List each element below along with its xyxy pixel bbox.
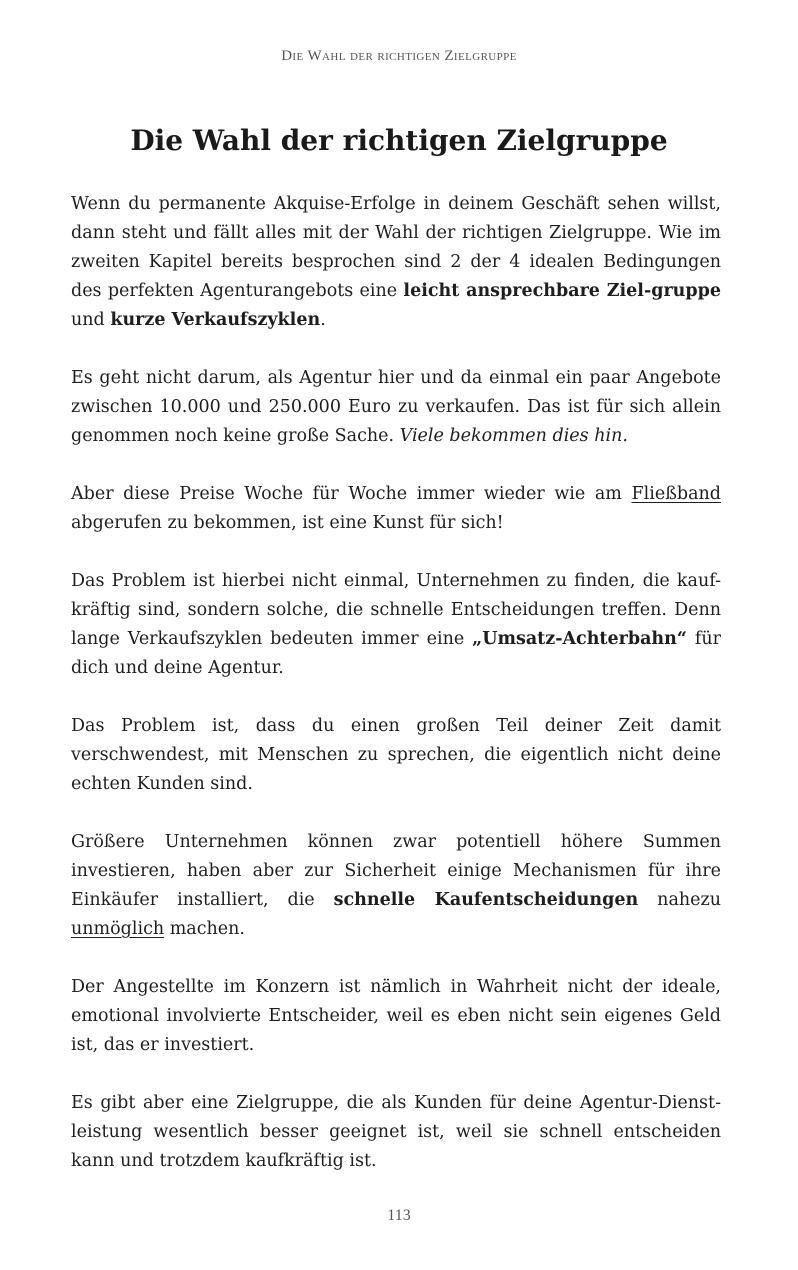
paragraph-6-text: Größere Unternehmen können zwar potentiell höhere Summen investieren, haben aber zur Sicherheit einige Mechanismen für ihre Einkäufer installiert, die bbox=[71, 832, 721, 910]
paragraph-2-text: Es geht nicht darum, als Agentur hier und da einmal ein paar Angebote zwischen 10.000 und 250.000 Euro zu verkaufen. Das ist für sich allein genommen noch keine große Sache. bbox=[71, 368, 721, 446]
paragraph-7-text: Der Angestellte im Konzern ist nämlich in Wahrheit nicht der ideale, emotional involvierte Entscheider, weil es eben nicht sein eigenes Geld ist, das er investiert. bbox=[71, 977, 721, 1055]
paragraph-3-text-2: abgerufen zu bekommen, ist eine Kunst für sich! bbox=[71, 513, 504, 533]
paragraph-6-text-2: nahezu bbox=[638, 890, 721, 910]
paragraph-1-text-2: und bbox=[71, 310, 111, 330]
emphasis-target-group: leicht ansprechbare Ziel-gruppe bbox=[403, 281, 721, 301]
italic-many-manage: Viele bekommen dies hin. bbox=[399, 426, 628, 446]
running-header: Die Wahl der richtigen Zielgruppe bbox=[281, 48, 517, 64]
paragraph-4 bbox=[71, 567, 721, 683]
paragraph-7 bbox=[71, 973, 721, 1060]
paragraph-4-text-2: für dich und deine Agentur. bbox=[71, 629, 722, 678]
paragraph-1-text-3: . bbox=[320, 310, 326, 330]
paragraph-8-text: Es gibt aber eine Zielgruppe, die als Kunden für deine Agentur-Dienst-leistung wesentlich besser geeignet ist, weil sie schnell entscheiden kann und trotzdem kaufkräftig ist. bbox=[71, 1093, 721, 1171]
body-text bbox=[71, 190, 721, 1176]
emphasis-short-sales-cycles: kurze Verkaufszyklen bbox=[110, 310, 321, 330]
paragraph-5-text: Das Problem ist, dass du einen großen Teil deiner Zeit damit verschwendest, mit Menschen zu sprechen, die eigentlich nicht deine echten Kunden sind. bbox=[71, 716, 721, 794]
page-number: 113 bbox=[387, 1207, 411, 1224]
paragraph-2 bbox=[71, 364, 721, 451]
paragraph-8 bbox=[71, 1089, 721, 1176]
emphasis-revenue-rollercoaster: „Umsatz-Achterbahn“ bbox=[472, 629, 687, 649]
paragraph-6-text-3: machen. bbox=[164, 919, 245, 939]
paragraph-1 bbox=[71, 190, 721, 335]
underline-assembly-line: Fließband bbox=[631, 484, 721, 504]
paragraph-3 bbox=[71, 480, 721, 538]
chapter-title: Die Wahl der richtigen Zielgruppe bbox=[130, 124, 668, 157]
underline-impossible: unmöglich bbox=[71, 919, 165, 939]
paragraph-5 bbox=[71, 712, 721, 799]
paragraph-1-text: Wenn du permanente Akquise-Erfolge in deinem Geschäft sehen willst, dann steht und fällt alles mit der Wahl der richtigen Zielgruppe. Wie im zweiten Kapitel bereits besprochen sind 2 der 4 idealen Bedingungen des perfekten Agenturangebots eine bbox=[71, 194, 721, 301]
paragraph-6 bbox=[71, 828, 721, 944]
emphasis-quick-decisions: schnelle Kaufentscheidungen bbox=[333, 890, 639, 910]
paragraph-3-text: Aber diese Preise Woche für Woche immer wieder wie am bbox=[71, 484, 632, 504]
paragraph-4-text: Das Problem ist hierbei nicht einmal, Unternehmen zu finden, die kauf-kräftig sind, sondern solche, die schnelle Entscheidungen treffen. Denn lange Verkaufszyklen bedeuten immer eine bbox=[71, 571, 721, 649]
